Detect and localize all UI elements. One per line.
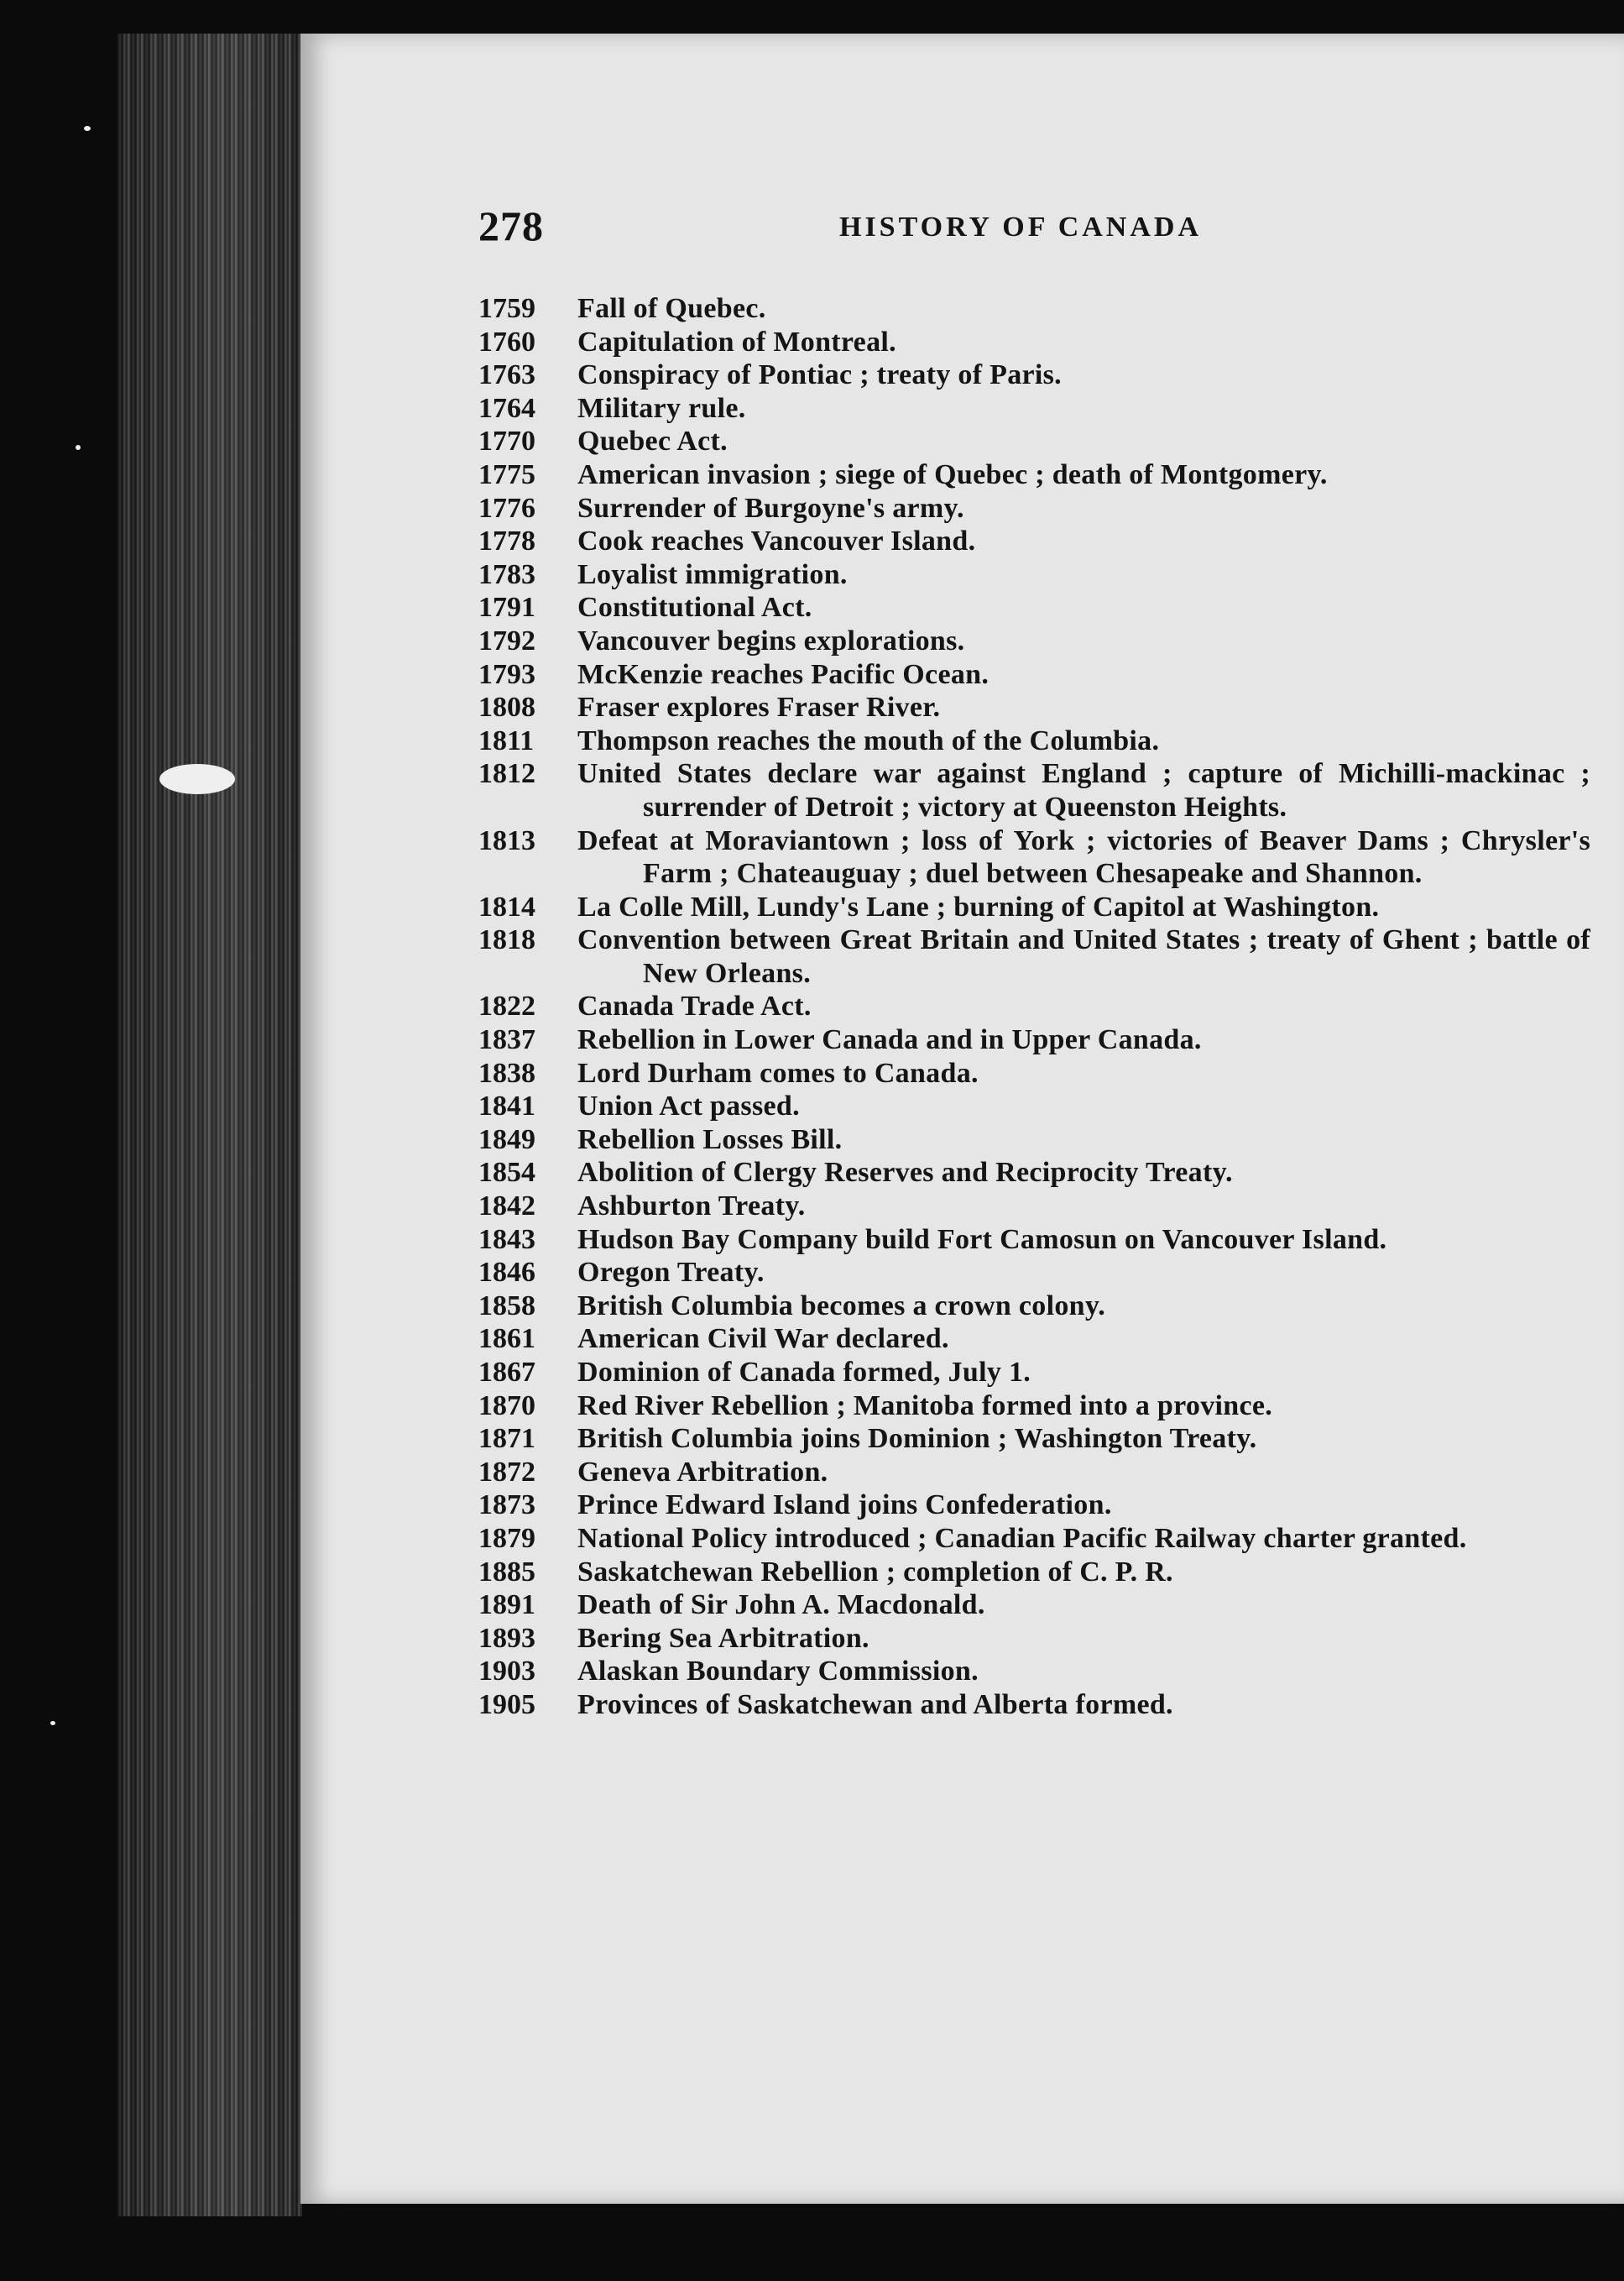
chronology-entry [478, 1290, 1590, 1323]
chronology-entry [478, 1655, 1590, 1688]
chronology-entry [478, 358, 1590, 392]
entry-event: Saskatchewan Rebellion ; completion of C. P. R. [577, 1556, 1173, 1588]
chronology-entry [478, 658, 1590, 692]
entry-year: 1854 [478, 1157, 535, 1189]
chronology-entry [478, 1588, 1590, 1622]
entry-year: 1849 [478, 1123, 535, 1155]
entry-year: 1873 [478, 1489, 535, 1521]
chronology-entry [478, 1057, 1590, 1091]
chronology-entry [478, 923, 1590, 990]
chronology-entry [478, 1488, 1590, 1522]
entry-year: 1808 [478, 692, 535, 724]
chronology-entry [478, 625, 1590, 658]
entry-event: Rebellion in Lower Canada and in Upper Canada. [577, 1024, 1202, 1056]
entry-event: Defeat at Moraviantown ; loss of York ; victories of Beaver Dams ; Chrysler's Farm ; Chateauguay ; duel between Chesapeake and Shannon. [577, 824, 1590, 890]
chronology-entry [478, 525, 1590, 558]
chronology-entry [478, 425, 1590, 458]
book-binding-edge [117, 34, 302, 2216]
entry-year: 1770 [478, 426, 535, 458]
entry-event: American Civil War declared. [577, 1323, 949, 1355]
entry-year: 1843 [478, 1223, 535, 1255]
entry-event: British Columbia becomes a crown colony. [577, 1290, 1106, 1321]
chronology-entry [478, 725, 1590, 758]
chronology-entry [478, 1622, 1590, 1656]
entry-event: Geneva Arbitration. [577, 1456, 828, 1488]
entry-event: Thompson reaches the mouth of the Columbia. [577, 725, 1160, 756]
chronology-entry [478, 1389, 1590, 1423]
entry-year: 1783 [478, 558, 535, 590]
entry-event: Fall of Quebec. [577, 293, 766, 324]
chronology-entry [478, 392, 1590, 426]
entry-year: 1872 [478, 1456, 535, 1488]
entry-event: Constitutional Act. [577, 592, 812, 624]
entry-event: Surrender of Burgoyne's army. [577, 492, 964, 524]
entry-event: Rebellion Losses Bill. [577, 1123, 843, 1155]
entry-year: 1811 [478, 725, 535, 756]
entry-year: 1846 [478, 1257, 535, 1289]
entry-event: McKenzie reaches Pacific Ocean. [577, 658, 990, 690]
entry-event: Fraser explores Fraser River. [577, 692, 941, 724]
entry-year: 1861 [478, 1323, 535, 1355]
entry-year: 1775 [478, 458, 535, 490]
entry-year: 1776 [478, 492, 535, 524]
entry-event: Conspiracy of Pontiac ; treaty of Paris. [577, 359, 1062, 391]
entry-year: 1759 [478, 293, 535, 324]
entry-year: 1760 [478, 326, 535, 358]
entry-year: 1764 [478, 392, 535, 424]
entry-event: Quebec Act. [577, 426, 728, 458]
entry-event: Provinces of Saskatchewan and Alberta formed. [577, 1688, 1173, 1720]
entry-year: 1885 [478, 1556, 535, 1588]
chronology-entry [478, 1256, 1590, 1290]
entry-year: 1778 [478, 526, 535, 557]
entry-event: Bering Sea Arbitration. [577, 1622, 869, 1654]
chronology-entry [478, 1556, 1590, 1589]
entry-event: British Columbia joins Dominion ; Washington Treaty. [577, 1423, 1257, 1455]
entry-event: Alaskan Boundary Commission. [577, 1656, 979, 1687]
entry-event: Oregon Treaty. [577, 1257, 765, 1289]
chronology-entry [478, 1322, 1590, 1356]
chronology-entry [478, 292, 1590, 326]
entry-year: 1903 [478, 1656, 535, 1687]
entry-event: American invasion ; siege of Quebec ; death of Montgomery. [577, 458, 1328, 490]
entry-event: Cook reaches Vancouver Island. [577, 526, 976, 557]
entry-event: Canada Trade Act. [577, 991, 812, 1023]
chronology-entry [478, 458, 1590, 492]
entry-year: 1838 [478, 1057, 535, 1089]
chronology-entry [478, 891, 1590, 924]
chronology-entry [478, 1156, 1590, 1190]
chronology-entry [478, 492, 1590, 526]
entry-year: 1792 [478, 625, 535, 657]
entry-year: 1812 [478, 758, 535, 790]
entry-event: Convention between Great Britain and United States ; treaty of Ghent ; battle of New Orleans. [577, 924, 1590, 989]
chronology-entry [478, 1688, 1590, 1722]
entry-event: La Colle Mill, Lundy's Lane ; burning of Capitol at Washington. [577, 891, 1380, 923]
entry-event: Lord Durham comes to Canada. [577, 1057, 979, 1089]
entry-year: 1871 [478, 1423, 535, 1455]
entry-year: 1814 [478, 891, 535, 923]
entry-year: 1791 [478, 592, 535, 624]
entry-year: 1793 [478, 658, 535, 690]
entry-year: 1822 [478, 991, 535, 1023]
entry-event: Hudson Bay Company build Fort Camosun on Vancouver Island. [577, 1223, 1387, 1255]
entry-event: Death of Sir John A. Macdonald. [577, 1589, 985, 1621]
entry-year: 1837 [478, 1024, 535, 1056]
entry-event: Military rule. [577, 392, 746, 424]
chronology-entry [478, 591, 1590, 625]
page-number: 278 [478, 202, 544, 249]
chronology-list [478, 292, 1590, 1722]
entry-year: 1818 [478, 924, 535, 956]
chronology-entry [478, 691, 1590, 725]
chronology-entry [478, 1123, 1590, 1157]
chronology-entry [478, 824, 1590, 891]
page-header [478, 201, 1334, 260]
chronology-entry [478, 1456, 1590, 1489]
chronology-entry [478, 1090, 1590, 1123]
entry-event: Abolition of Clergy Reserves and Reciprocity Treaty. [577, 1157, 1233, 1189]
chronology-entry [478, 1190, 1590, 1223]
chronology-entry [478, 326, 1590, 359]
entry-event: Capitulation of Montreal. [577, 326, 896, 358]
entry-event: United States declare war against England ; capture of Michilli-mackinac ; surrender of Detroit ; victory at Queenston Heights. [577, 758, 1590, 823]
entry-event: Union Act passed. [577, 1091, 800, 1122]
entry-event: Ashburton Treaty. [577, 1190, 806, 1222]
entry-event: Dominion of Canada formed, July 1. [577, 1357, 1031, 1388]
entry-year: 1879 [478, 1522, 535, 1554]
entry-year: 1891 [478, 1589, 535, 1621]
entry-year: 1841 [478, 1091, 535, 1122]
entry-year: 1763 [478, 359, 535, 391]
entry-event: Prince Edward Island joins Confederation. [577, 1489, 1112, 1521]
entry-year: 1842 [478, 1190, 535, 1222]
running-title: HISTORY OF CANADA [839, 212, 1203, 243]
chronology-entry [478, 990, 1590, 1023]
entry-event: Vancouver begins explorations. [577, 625, 965, 657]
entry-event: Loyalist immigration. [577, 558, 848, 590]
entry-year: 1905 [478, 1688, 535, 1720]
entry-year: 1870 [478, 1389, 535, 1421]
chronology-entry [478, 1356, 1590, 1389]
chronology-entry [478, 1223, 1590, 1257]
entry-event: National Policy introduced ; Canadian Pacific Railway charter granted. [577, 1522, 1467, 1554]
entry-year: 1893 [478, 1622, 535, 1654]
chronology-entry [478, 558, 1590, 592]
chronology-entry [478, 1023, 1590, 1057]
entry-year: 1813 [478, 824, 535, 856]
chronology-entry [478, 1422, 1590, 1456]
entry-year: 1867 [478, 1357, 535, 1388]
chronology-entry [478, 757, 1590, 824]
chronology-entry [478, 1522, 1590, 1556]
entry-year: 1858 [478, 1290, 535, 1321]
entry-event: Red River Rebellion ; Manitoba formed into a province. [577, 1389, 1273, 1421]
